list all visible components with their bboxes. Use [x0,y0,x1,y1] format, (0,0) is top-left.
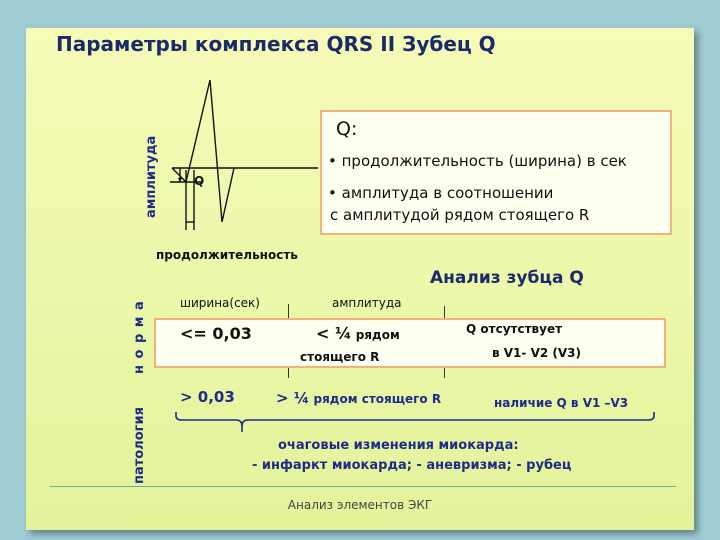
norm-amplitude [316,324,400,343]
amplitude-label: амплитуда [144,135,159,218]
slide [26,28,694,530]
pathology-amplitude-prefix: > ¼ [276,389,310,407]
pathology-amplitude-rest: рядом стоящего R [309,392,442,406]
footer-divider [50,486,676,487]
column-amplitude-header: амплитуда [332,296,402,310]
q-info-box [320,110,672,235]
qrs-wave [172,80,234,222]
info-heading: Q: [336,118,358,140]
info-bullet-amplitude-text: амплитуда в соотношении [341,184,554,202]
qrs-diagram [146,74,346,274]
norm-label: н о р м а [132,300,147,374]
pathology-amplitude [276,388,441,407]
waveform [170,80,318,230]
pathology-label: патология [132,407,147,484]
pathology-bracket [174,412,660,438]
footer: Анализ элементов ЭКГ [287,498,433,512]
norm-amplitude-line2: стоящего R [300,350,380,364]
duration-label: продолжительность [156,248,298,262]
info-bullet-amplitude: • амплитуда в соотношении [328,184,554,202]
norm-amplitude-prefix: < ¼ [316,324,352,343]
q-label: Q [194,174,205,188]
info-bullet-duration: • продолжительность (ширина) в сек [328,152,627,170]
conclusion-title: очаговые изменения миокарда: [278,438,519,453]
page-title: Параметры комплекса QRS II Зубец Q [56,32,496,56]
info-bullet-duration-text: продолжительность (ширина) в сек [341,152,627,170]
column-width-header: ширина(сек) [180,296,260,310]
conclusion-items: - инфаркт миокарда; - аневризма; - рубец [252,458,572,473]
norm-q-line2: в V1- V2 (V3) [492,346,581,360]
norm-amplitude-rest: рядом [351,328,400,342]
info-bullet-amplitude-cont: с амплитудой рядом стоящего R [330,206,590,224]
norm-q-line1: Q отсутствует [466,322,563,336]
pathology-width: > 0,03 [180,388,235,406]
analysis-title: Анализ зубца Q [430,268,584,288]
pathology-q: наличие Q в V1 –V3 [494,396,629,410]
norm-width: <= 0,03 [180,324,252,343]
